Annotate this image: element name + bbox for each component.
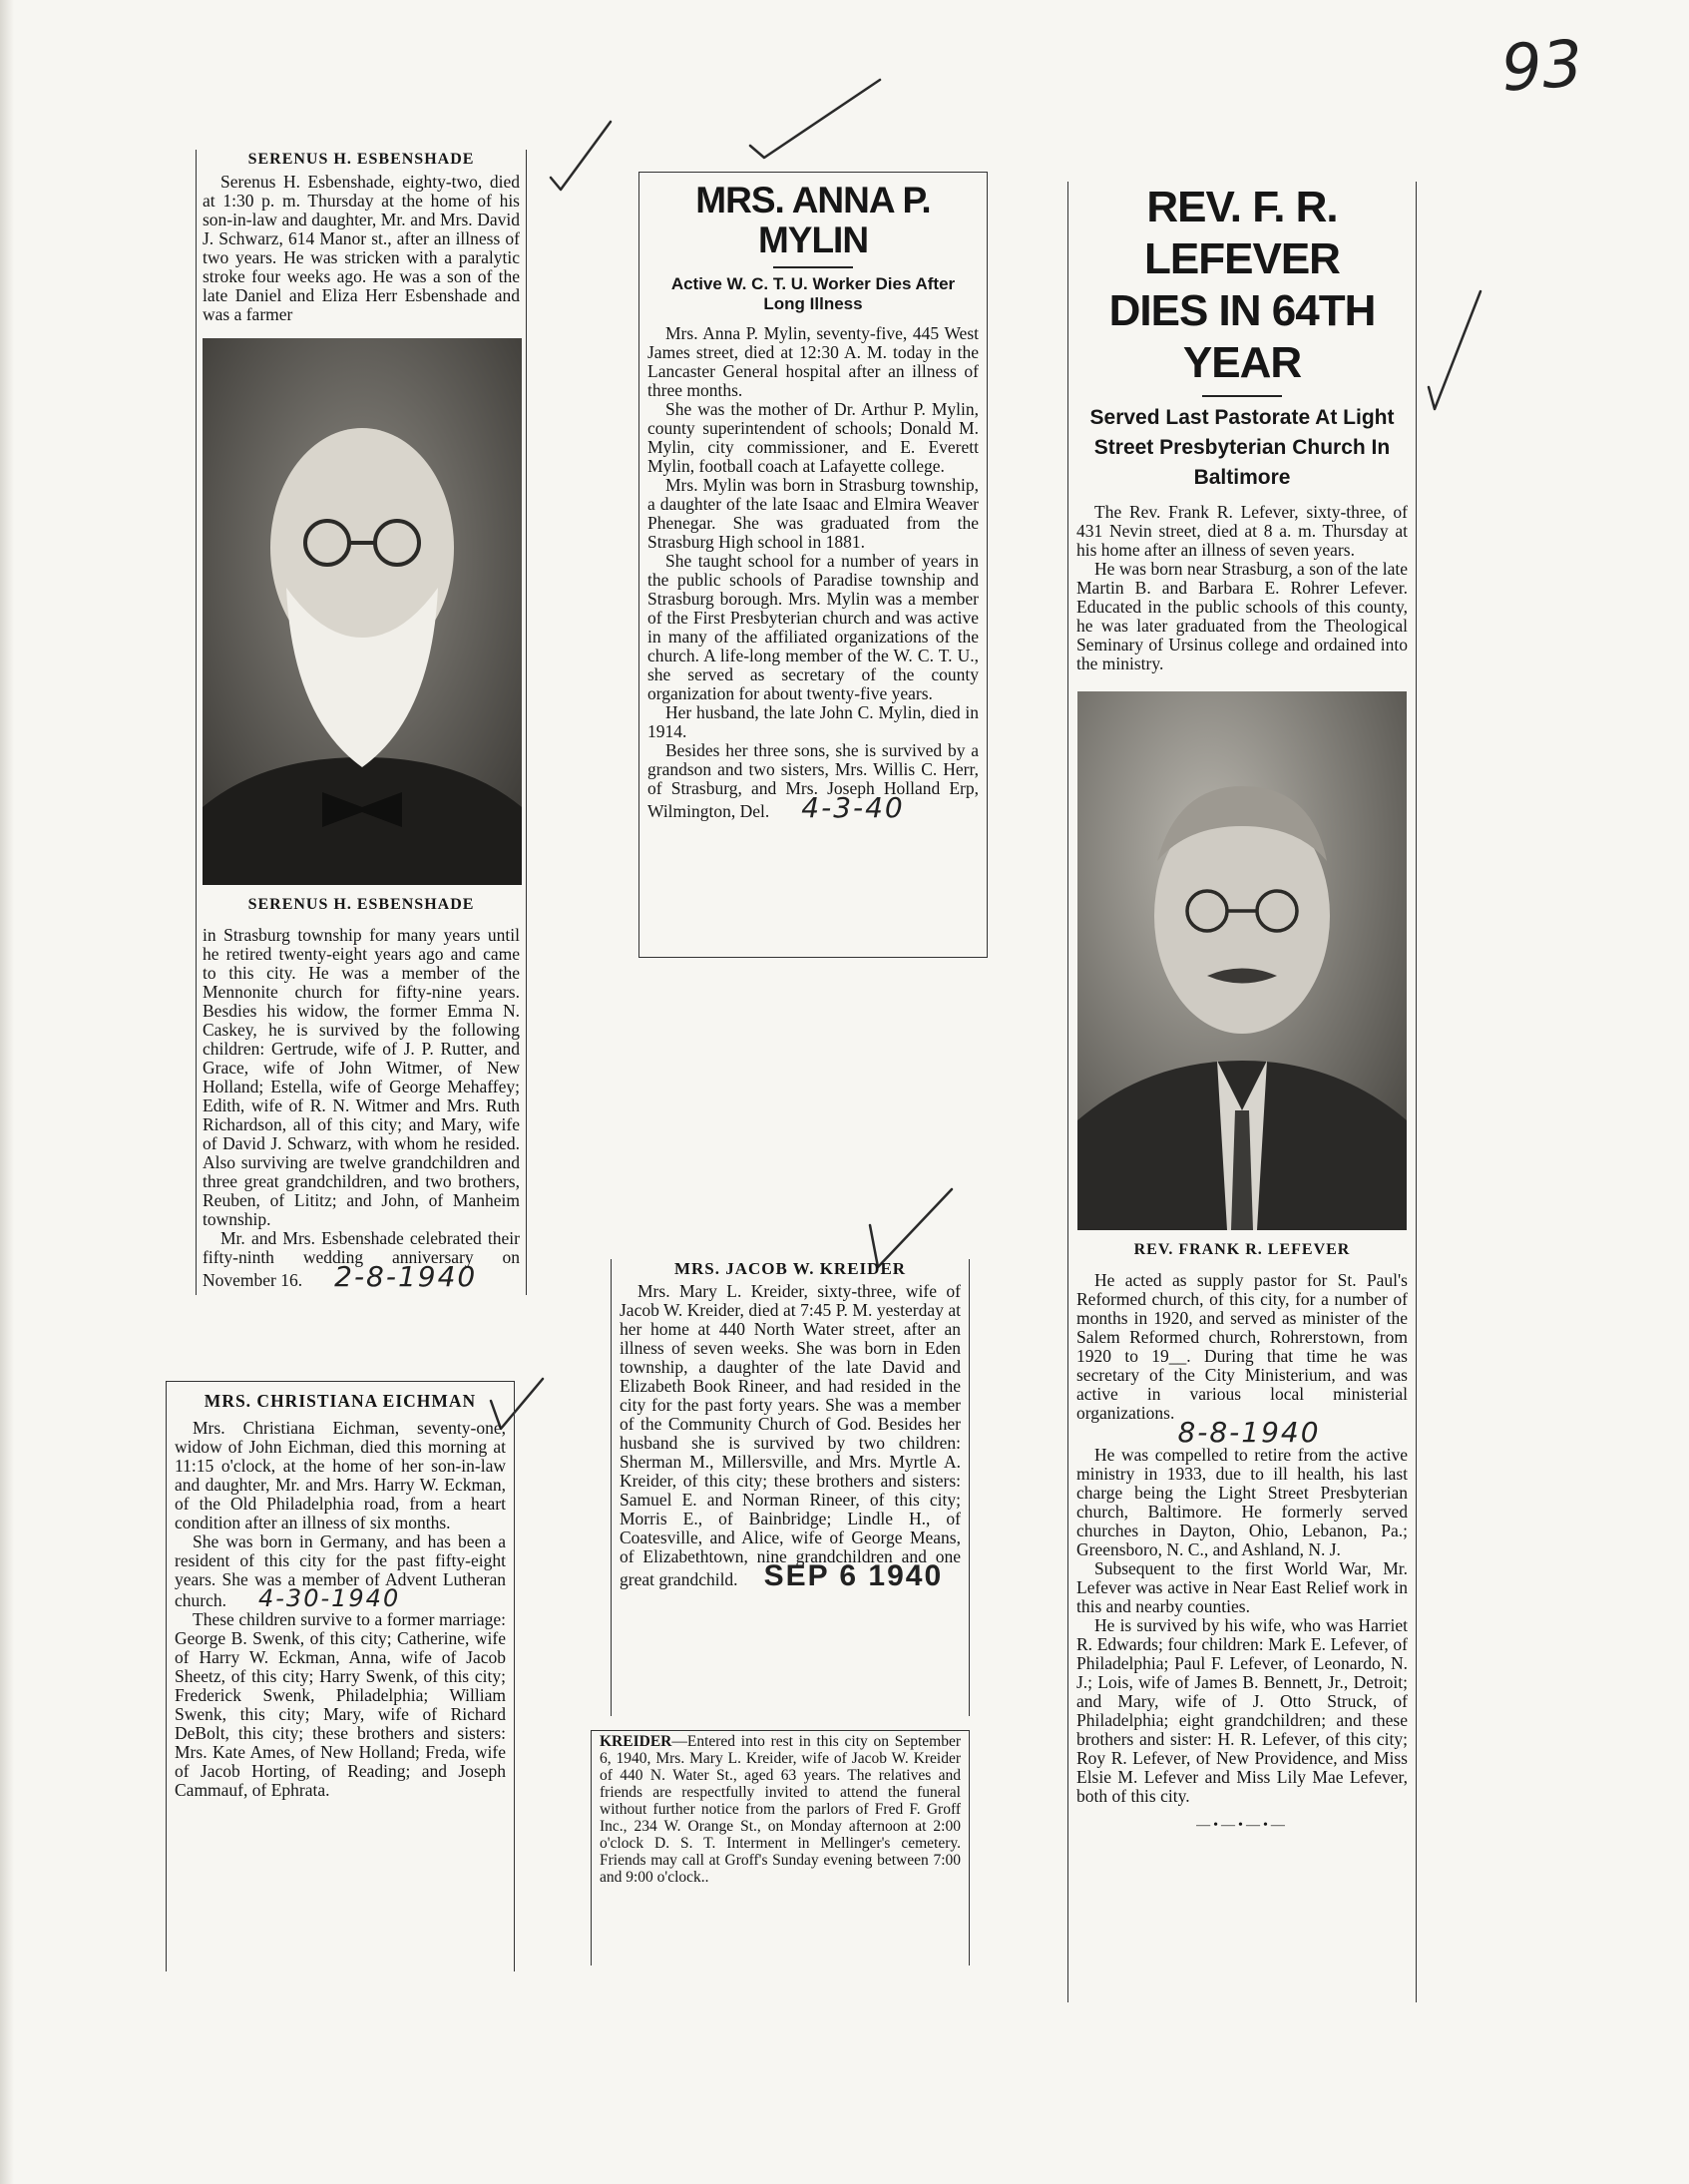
- check-mark-icon: [1425, 287, 1484, 417]
- obituary-text: Mrs. Mary L. Kreider, sixty-three, wife of Jacob W. Kreider, died at 7:45 P. M. yesterday at her home at 440 North Water street, after an illness of seven weeks. She was born in Eden township, a daughter of the late David and Elizabeth Book Rineer, and had resided in the city for the past forty years. She was a member of the Community Church of God. Besides her husband she is survived by two children: Sherman M., Millersville, and Mrs. Myrtle A. Kreider, of this city; these brothers and sisters: Samuel E. and Norman Rineer, of this city; Morris E., of Bainbridge; Lindle H., of Coatesville, and Alice, wife of George Means, of Elizabethtown, nine grandchildren and one great grandchild.: [620, 1281, 961, 1589]
- portrait-photo-icon: [203, 338, 522, 885]
- death-notice-kreider: [591, 1730, 970, 1966]
- scan-edge: [0, 0, 14, 2184]
- obituary-paragraph: He acted as supply pastor for St. Paul's Reformed church, of this city, for a number of months in 1920, and served as minister of the Salem Reformed church, Rohrerstown, from 1920 to 19__. During that time he was secretary of the City Ministerium, and was active in various local ministerial organizations.: [1076, 1270, 1408, 1423]
- obituary-paragraph: [175, 1532, 506, 1610]
- death-notice-text: —Entered into rest in this city on September 6, 1940, Mrs. Mary L. Kreider, wife of Jacob W. Kreider of 440 N. Water St., aged 63 years. The relatives and friends are respectfully invited to attend the funeral without further notice from the parlors of Fred F. Groff Inc., 234 W. Orange St., on Monday afternoon at 2:00 o'clock D. S. T. Interment in Mellinger's cemetery. Friends may call at Groff's Sunday evening between 7:00 and 9:00 o'clock..: [600, 1733, 961, 1886]
- check-mark-icon: [746, 76, 886, 166]
- handwritten-date-text: 8-8-1940: [1177, 1416, 1321, 1449]
- obituary-text: She was born in Germany, and has been a resident of this city for the past fifty-eight years. She was a member of Advent Lutheran church.: [175, 1531, 506, 1610]
- obituary-paragraph: He is survived by his wife, who was Harriet R. Edwards; four children: Mark E. Lefever, of Philadelphia; Paul F. Lefever, of Leonardo, N. J.; Lois, wife of James B. Bennett, Jr., Detroit; and Mary, wife of J. Otto Struck, of Philadelphia; eight grandchildren; and these brothers and sister: H. R. Lefever, of this city; Roy R. Lefever, of New Providence, and Miss Elsie M. Lefever and Miss Lily Mae Lefever, both of this city.: [1076, 1615, 1408, 1806]
- ornament-divider: —•—•—•—: [1196, 1818, 1288, 1833]
- obituary-heading: DIES IN 64TH YEAR: [1108, 286, 1376, 387]
- obituary-paragraph: She was the mother of Dr. Arthur P. Mylin, county superintendent of schools; Donald M. Mylin, city commissioner, and E. Everett Mylin, football coach at Lafayette college.: [647, 399, 979, 476]
- page-number: 93: [1498, 27, 1585, 107]
- obituary-paragraph: Serenus H. Esbenshade, eighty-two, died at 1:30 p. m. Thursday at the home of his son-in-law and daughter, Mr. and Mrs. David J. Schwarz, 614 Manor st., after an illness of two years. He was stricken with a paralytic stroke four weeks ago. He was a son of the late Daniel and Eliza Herr Esbenshade and was a farmer: [203, 172, 520, 324]
- photo-caption: REV. FRANK R. LEFEVER: [1133, 1241, 1351, 1258]
- obituary-lefever: [1067, 182, 1417, 2002]
- obituary-subheading: Active W. C. T. U. Worker Dies After Long Illness: [670, 274, 956, 313]
- handwritten-date: 4-30-1940: [258, 1584, 401, 1612]
- death-notice-lead: KREIDER: [600, 1733, 672, 1750]
- handwritten-date: 2-8-1940: [334, 1260, 478, 1293]
- handwritten-date: [1076, 1416, 1408, 1449]
- portrait-photo-icon: [1077, 691, 1407, 1230]
- obituary-paragraph: Mrs. Christiana Eichman, seventy-one, widow of John Eichman, died this morning at 11:15 o'clock, at the home of her son-in-law and daughter, Mr. and Mrs. Harry W. Eckman, of the Old Philadelphia road, from a heart condition after an illness of six months.: [175, 1418, 506, 1532]
- obituary-paragraph: Subsequent to the first World War, Mr. Lefever was active in Near East Relief work in this and nearby counties.: [1076, 1558, 1408, 1616]
- check-mark-icon: [547, 118, 617, 198]
- obituary-paragraph: She taught school for a number of years in the public schools of Paradise township and Strasburg borough. Mrs. Mylin was a member of the First Presbyterian church and was active in many of the affiliated organizations of the church. A life-long member of the W. C. T. U., she served as secretary of the county organization for about twenty-five years.: [647, 551, 979, 703]
- obituary-heading: SERENUS H. ESBENSHADE: [247, 151, 475, 168]
- survivors-text: Besides her three sons, she is survived by a grandson and two sisters, Mrs. Willis C. Herr, of Strasburg, and Mrs. Joseph Holland Erp, Wilmington, Del.: [647, 740, 979, 821]
- obituary-esbenshade: [196, 150, 527, 1295]
- handwritten-date: 4-3-40: [801, 791, 905, 824]
- death-notice-paragraph: [600, 1733, 961, 1886]
- obituary-paragraph: [647, 740, 979, 824]
- obituary-heading: MRS. CHRISTIANA EICHMAN: [204, 1391, 477, 1411]
- obituary-paragraph: Her husband, the late John C. Mylin, died in 1914.: [647, 702, 979, 741]
- obituary-heading: MRS. ANNA P. MYLIN: [695, 180, 931, 260]
- obituary-heading: REV. F. R. LEFEVER: [1144, 183, 1340, 283]
- obituary-paragraph: He was born near Strasburg, a son of the late Martin B. and Barbara E. Rohrer Lefever. Educated in the public schools of this county, he was later graduated from the Theological Seminary of Ursinus college and ordained into the ministry.: [1076, 559, 1408, 673]
- photo-caption: SERENUS H. ESBENSHADE: [247, 896, 475, 913]
- obituary-paragraph: Mrs. Anna P. Mylin, seventy-five, 445 West James street, died at 12:30 A. M. today in the Lancaster General hospital after an illness of three months.: [647, 323, 979, 400]
- obituary-eichman: [166, 1381, 515, 1971]
- obituary-paragraph: The Rev. Frank R. Lefever, sixty-three, of 431 Nevin street, died at 8 a. m. Thursday at his home after an illness of seven years.: [1076, 502, 1408, 560]
- heading-rule: [773, 266, 853, 268]
- obituary-paragraph: These children survive to a former marriage: George B. Swenk, of this city; Catherine, wife of Harry W. Eckman, Anna, wife of Jacob Sheetz, of this city; Harry Swenk, of this city; Frederick Swenk, Philadelphia; William Swenk, this city; Mary, wife of Richard DeBolt, this city; these brothers and sisters: Mrs. Kate Ames, of New Holland; Freda, wife of Jacob Horting, of Reading; and Joseph Cammauf, of Ephrata.: [175, 1609, 506, 1800]
- obituary-kreider: [611, 1259, 970, 1716]
- anniversary-text: Mr. and Mrs. Esbenshade celebrated their fifty-ninth wedding anniversary on November 16.: [203, 1228, 520, 1290]
- heading-rule: [1202, 395, 1282, 397]
- obituary-subheading: Served Last Pastorate At Light Street Presbyterian Church In Baltimore: [1089, 406, 1395, 489]
- obituary-mylin: [638, 172, 988, 958]
- obituary-paragraph: [203, 1228, 520, 1293]
- obituary-paragraph: in Strasburg township for many years until he retired twenty-eight years ago and came to this city. He was a member of the Mennonite church for fifty-nine years. Besdies his widow, the former Emma N. Caskey, he is survived by the following children: Gertrude, wife of J. P. Rutter, and Grace, wife of John Witmer, of New Holland; Estella, wife of George Mehaffey; Edith, wife of R. N. Witmer and Mrs. Ruth Richardson, all of this city; and Mary, wife of David J. Schwarz, with whom he resided. Also surviving are twelve grandchildren and three great grandchildren, and two brothers, Reuben, of Lititz; and John, of Manheim township.: [203, 925, 520, 1229]
- obituary-paragraph: He was compelled to retire from the active ministry in 1933, due to ill health, his last charge being the Light Street Presbyterian church, Baltimore. He formerly served churches in Dayton, Ohio, Lebanon, Pa.; Greensboro, N. C., and Ashland, N. J.: [1076, 1445, 1408, 1559]
- obituary-heading: MRS. JACOB W. KREIDER: [673, 1259, 907, 1278]
- obituary-paragraph: [620, 1281, 961, 1592]
- date-stamp: SEP 6 1940: [763, 1559, 944, 1592]
- obituary-paragraph: Mrs. Mylin was born in Strasburg township, a daughter of the late Isaac and Elmira Weaver Phenegar. She was graduated from the Strasburg High school in 1881.: [647, 475, 979, 552]
